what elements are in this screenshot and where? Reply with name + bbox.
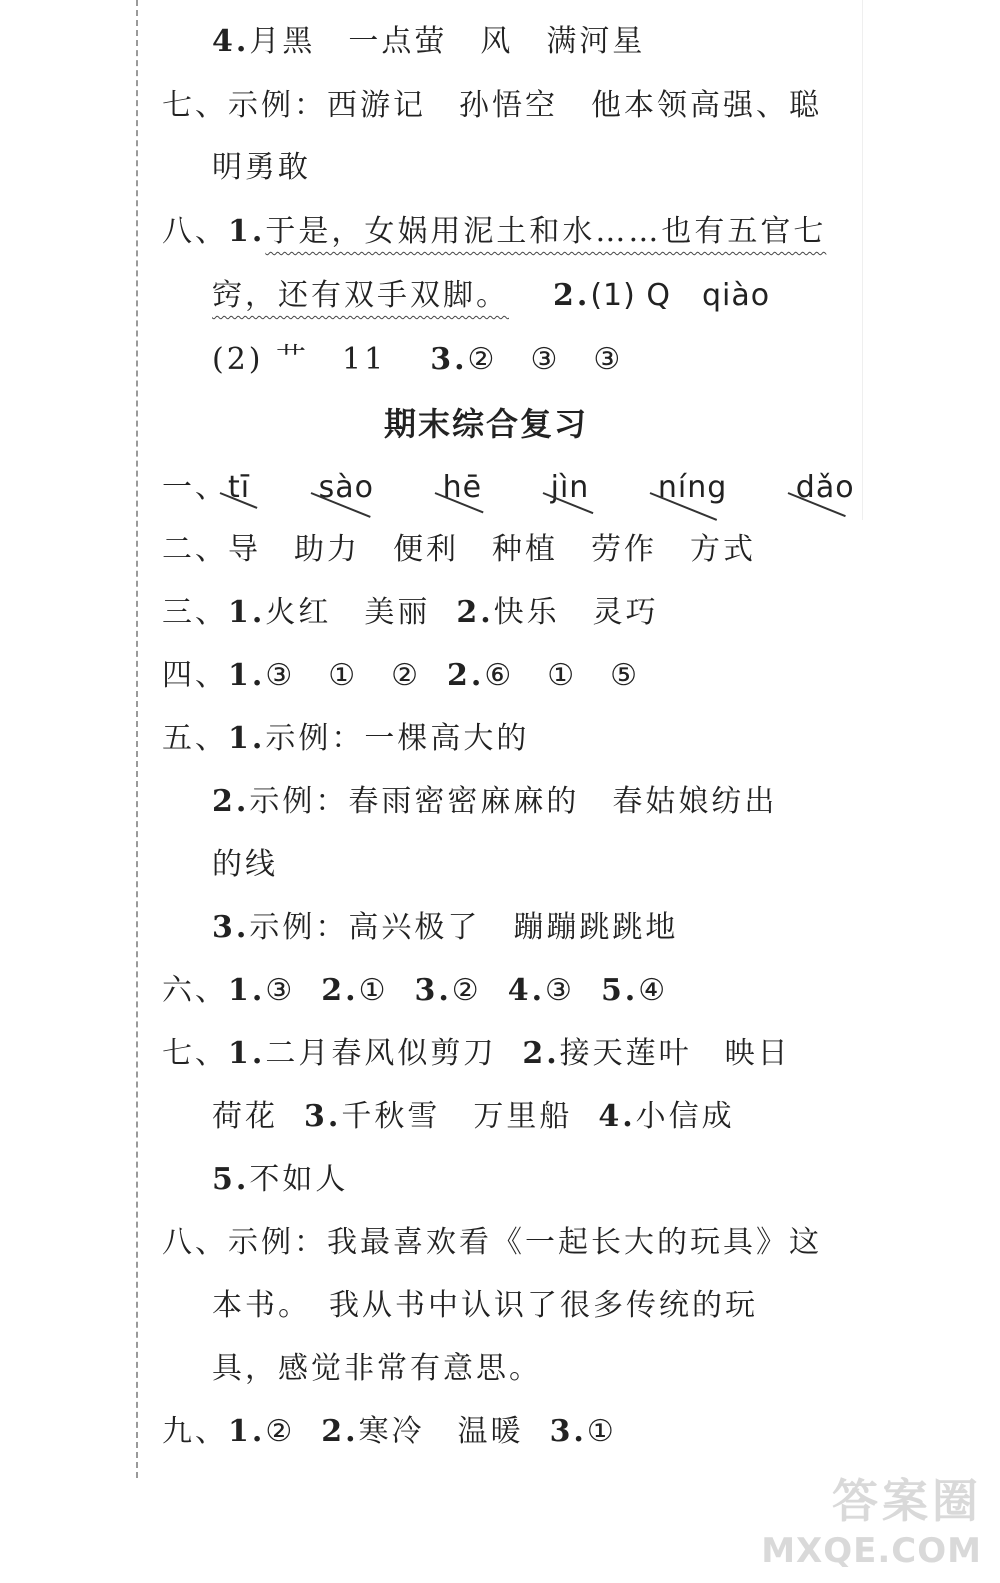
answer-line-er (162, 530, 756, 570)
section-label: 八、示例： (162, 1225, 327, 1260)
answer-text: 示例：高兴极了 蹦蹦跳跳地 (249, 910, 679, 945)
section-label: 一、 (162, 470, 228, 505)
pinyin-list (228, 468, 913, 508)
pinyin-text: dǎo (795, 470, 855, 505)
answer-text: 不如人 (249, 1162, 349, 1197)
item-number: 2. (522, 1036, 560, 1071)
answer-text: (1) Q qiào (590, 278, 771, 313)
section-label: 八、 (162, 214, 228, 249)
item-number: 3. (212, 910, 250, 945)
pinyin-item (228, 468, 250, 508)
pinyin-text: níng (657, 470, 728, 505)
item-number: 1. (228, 595, 266, 630)
answer-line-ba (162, 212, 826, 252)
answer-line-qi-cont (212, 148, 311, 188)
answer-line-ba-2-cont2 (212, 1349, 542, 1389)
answer-line-4 (212, 22, 645, 62)
pinyin-item (319, 468, 374, 508)
section-label: 五、 (162, 721, 228, 756)
margin-dashed-rule (136, 0, 138, 1478)
section-label: 六、 (162, 973, 228, 1008)
item-number: 2. (456, 595, 494, 630)
answer-choice: ① (358, 973, 389, 1008)
answer-text: 千秋雪 万里船 (341, 1099, 573, 1134)
answer-line-ba-cont2 (212, 340, 623, 380)
answer-line-jiu (162, 1412, 617, 1452)
pinyin-item (443, 468, 482, 508)
answer-choice: ③ (265, 973, 296, 1008)
item-number: 3. (549, 1414, 587, 1449)
pinyin-item (551, 468, 590, 508)
answer-text: ③ ① ② (265, 658, 422, 693)
pinyin-text: jìn (550, 470, 590, 505)
answer-text: 火红 美丽 (265, 595, 431, 630)
answer-text: ⑥ ① ⑤ (484, 658, 641, 693)
answer-text: (2) 艹 11 (212, 342, 387, 377)
answer-line-wu-2-cont (212, 845, 278, 885)
pinyin-text: sào (318, 470, 375, 505)
item-number: 2. (321, 1414, 359, 1449)
answer-line-si (162, 656, 640, 696)
item-number: 4. (212, 24, 250, 59)
item-number: 1. (228, 658, 266, 693)
answer-text: 寒冷 温暖 (358, 1414, 524, 1449)
section-label: 二、 (162, 532, 228, 567)
pinyin-text: tī (228, 470, 251, 505)
pinyin-item (796, 468, 855, 508)
answer-line-ba-2 (162, 1223, 822, 1263)
answer-line-qi-2-cont (212, 1097, 735, 1137)
answer-text: 快乐 灵巧 (493, 595, 659, 630)
item-number: 3. (414, 973, 452, 1008)
answer-text: 示例：一棵高大的 (265, 721, 530, 756)
answer-line-wu-3 (212, 908, 678, 948)
answer-line-qi-2 (162, 1034, 791, 1074)
wavy-underlined-text: 窍，还有双手双脚。 (212, 278, 509, 313)
item-number: 3. (304, 1099, 342, 1134)
item-number: 2. (212, 784, 250, 819)
watermark-url: MXQE.COM (761, 1531, 982, 1571)
item-number: 4. (507, 973, 546, 1008)
item-number: 1. (228, 1036, 266, 1071)
answer-text: 具，感觉非常有意思。 (212, 1351, 542, 1386)
answer-line-san (162, 593, 659, 633)
answer-choice: ④ (638, 973, 669, 1008)
answer-text: 我最喜欢看《一起长大的玩具》这 (327, 1225, 822, 1260)
item-number: 2. (447, 658, 485, 693)
answer-text: 月黑 一点萤 风 满河星 (249, 24, 646, 59)
item-number: 1. (228, 721, 266, 756)
answer-line-ba-cont (212, 276, 770, 316)
pinyin-text: hē (442, 470, 483, 505)
answer-text: 二月春风似剪刀 (265, 1036, 497, 1071)
pinyin-item (658, 468, 727, 508)
section-label: 七、 (162, 1036, 228, 1071)
answer-text: 本书。 我从书中认识了很多传统的玩 (212, 1288, 758, 1323)
item-number: 2. (553, 278, 591, 313)
answer-text: 接天莲叶 映日 (559, 1036, 791, 1071)
answer-line-wu-2 (212, 782, 777, 822)
answer-text: 的线 (212, 847, 278, 882)
answer-choice: ② (451, 973, 482, 1008)
answer-text: ② ③ ③ (467, 342, 624, 377)
section-label: 九、 (162, 1414, 228, 1449)
answer-line-liu (162, 971, 668, 1011)
answer-choice: ③ (545, 973, 575, 1008)
section-heading: 期末综合复习 (383, 405, 588, 443)
answer-line-wu-1 (162, 719, 529, 759)
item-number: 1. (228, 973, 266, 1008)
item-number: 4. (598, 1099, 636, 1134)
item-number: 5. (600, 973, 639, 1008)
answer-text: 小信成 (635, 1099, 735, 1134)
answer-text: 导 助力 便利 种植 劳作 方式 (228, 532, 756, 567)
item-number: 1. (228, 1414, 266, 1449)
answer-line-ba-2-cont (212, 1286, 758, 1326)
wavy-underlined-text: 于是，女娲用泥土和水……也有五官七 (265, 214, 827, 249)
section-label: 七、示例： (162, 88, 327, 123)
answer-text: 荷花 (212, 1099, 278, 1134)
answer-text: 西游记 孙悟空 他本领高强、聪 (327, 88, 822, 123)
section-label: 四、 (162, 658, 228, 693)
watermark-logo-text: 答案圈 (832, 1474, 982, 1528)
answer-line-qi (162, 86, 822, 126)
section-label: 三、 (162, 595, 228, 630)
item-number: 2. (321, 973, 359, 1008)
item-number: 1. (228, 214, 266, 249)
answer-choice: ② (265, 1414, 296, 1449)
answer-text: 明勇敢 (212, 150, 311, 185)
answer-text: 示例：春雨密密麻麻的 春姑娘纺出 (249, 784, 778, 819)
answer-line-yi (162, 468, 913, 508)
item-number: 3. (430, 342, 468, 377)
answer-choice: ① (586, 1414, 617, 1449)
item-number: 5. (212, 1162, 250, 1197)
answer-line-qi-2-cont2 (212, 1160, 348, 1200)
site-watermark (761, 1465, 982, 1571)
